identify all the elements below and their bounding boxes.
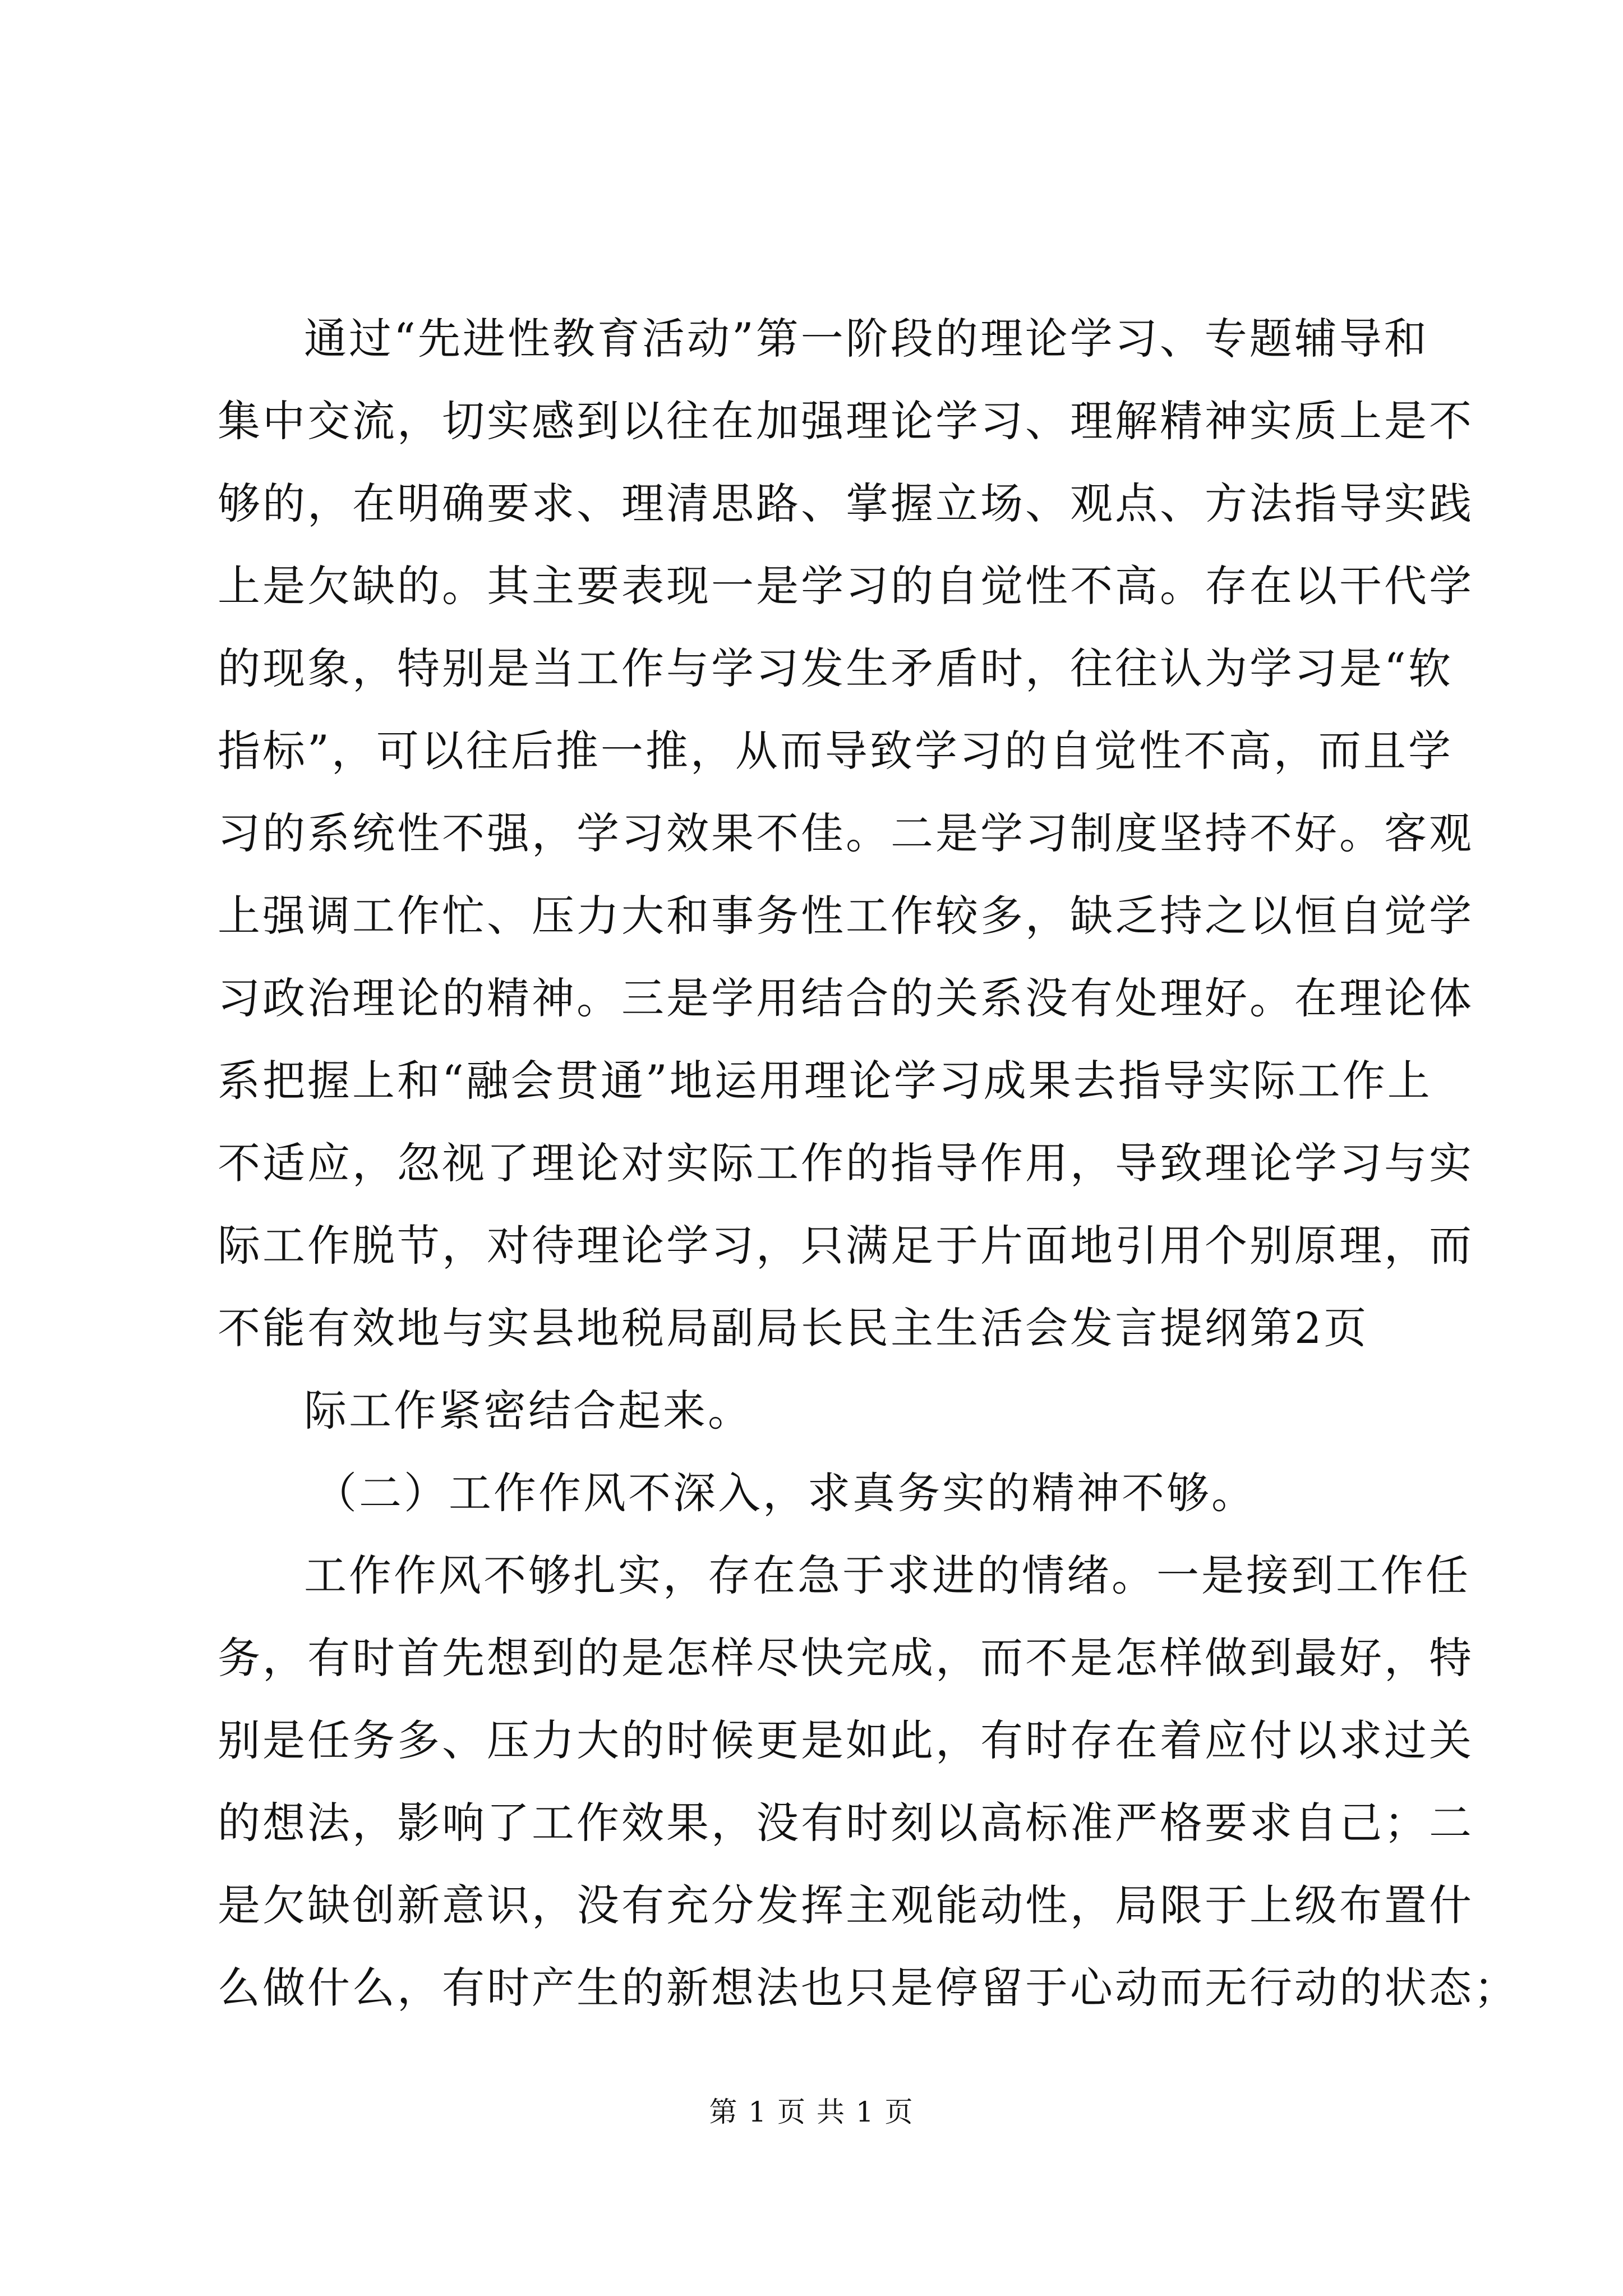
- section-heading: （二）工作作风不深入，求真务实的精神不够。: [314, 1468, 1256, 1518]
- paragraph-line: 习政治理论的精神。三是学用结合的关系没有处理好。在理论体: [218, 973, 1474, 1023]
- paragraph-line: 的现象，特别是当工作与学习发生矛盾时，往往认为学习是“软: [218, 643, 1453, 693]
- paragraph-line: 务，有时首先想到的是怎样尽快完成，而不是怎样做到最好，特: [218, 1633, 1474, 1683]
- paragraph-line: 习的系统性不强，学习效果不佳。二是学习制度坚持不好。客观: [218, 808, 1474, 858]
- paragraph-line: 际工作脱节，对待理论学习，只满足于片面地引用个别原理，而: [218, 1221, 1474, 1271]
- paragraph-line: 工作作风不够扎实，存在急于求进的情绪。一是接到工作任: [304, 1550, 1470, 1600]
- paragraph-line: 上强调工作忙、压力大和事务性工作较多，缺乏持之以恒自觉学: [218, 891, 1474, 941]
- paragraph-line: 指标”，可以往后推一推，从而导致学习的自觉性不高，而且学: [218, 726, 1453, 776]
- paragraph-line: 别是任务多、压力大的时候更是如此，有时存在着应付以求过关: [218, 1715, 1474, 1765]
- paragraph-line: 上是欠缺的。其主要表现一是学习的自觉性不高。存在以干代学: [218, 561, 1474, 611]
- paragraph-line: 不适应，忽视了理论对实际工作的指导作用，导致理论学习与实: [218, 1138, 1474, 1188]
- paragraph-line: 么做什么，有时产生的新想法也只是停留于心动而无行动的状态；: [218, 1963, 1519, 2013]
- paragraph-line: 际工作紧密结合起来。: [304, 1386, 753, 1435]
- document-body: [218, 297, 1519, 2029]
- paragraph-line: 的想法，影响了工作效果，没有时刻以高标准严格要求自己；二: [218, 1798, 1474, 1848]
- paragraph-line: 通过“先进性教育活动”第一阶段的理论学习、专题辅导和: [304, 314, 1429, 364]
- paragraph-line: 是欠缺创新意识，没有充分发挥主观能动性，局限于上级布置什: [218, 1880, 1474, 1930]
- paragraph-line: 集中交流，切实感到以往在加强理论学习、理解精神实质上是不: [218, 396, 1474, 446]
- paragraph-line: 系把握上和“融会贯通”地运用理论学习成果去指导实际工作上: [218, 1056, 1432, 1106]
- page-number-footer: 第 1 页 共 1 页: [709, 2096, 914, 2128]
- paragraph-line: 不能有效地与实县地税局副局长民主生活会发言提纲第2页: [218, 1303, 1369, 1353]
- paragraph-line: 够的，在明确要求、理清思路、掌握立场、观点、方法指导实践: [218, 478, 1474, 528]
